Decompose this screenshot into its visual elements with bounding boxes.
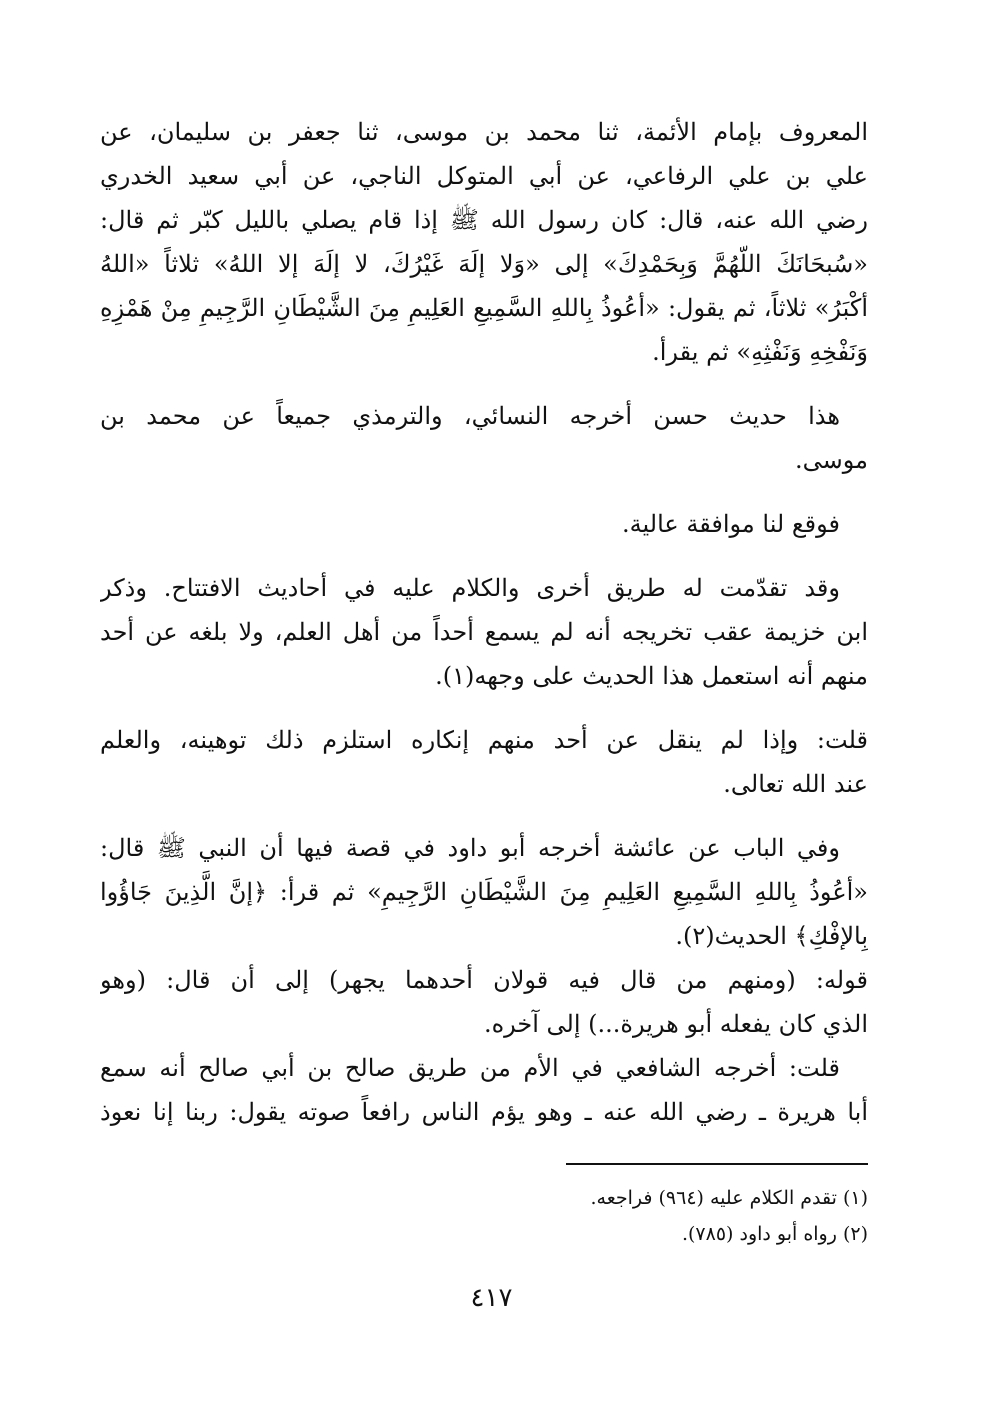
text-line: أكْبَرُ» ثلاثاً، ثم يقول: «أعُوذُ بِاللهِ السَّمِيعِ العَلِيمِ مِنَ الشَّيْطَانِ الرَّجِيمِ مِنْ هَمْزِهِ: [100, 294, 868, 322]
paragraph-gap: [100, 546, 868, 566]
footnotes: [268, 1180, 868, 1252]
text-line: وقد تقدّمت له طريق أخرى والكلام عليه في أحاديث الافتتاح. وذكر: [100, 574, 840, 602]
text-line: موسى.: [795, 446, 868, 474]
paragraph-gap: [100, 698, 868, 718]
text-line: علي بن علي الرفاعي، عن أبي المتوكل الناجي، عن أبي سعيد الخدري: [100, 162, 868, 190]
text-line: المعروف بإمام الأئمة، ثنا محمد بن موسى، ثنا جعفر بن سليمان، عن: [100, 118, 868, 146]
text-line: ابن خزيمة عقب تخريجه أنه لم يسمع أحداً من أهل العلم، ولا بلغه عن أحد: [100, 618, 868, 646]
paragraph-gap: [100, 374, 868, 394]
page-body: [100, 110, 868, 1134]
text-line: الذي كان يفعله أبو هريرة...) إلى آخره.: [483, 1010, 868, 1038]
text-line: قلت: أخرجه الشافعي في الأم من طريق صالح بن أبي صالح أنه سمع: [100, 1054, 840, 1082]
footnote-separator: [566, 1163, 868, 1165]
text-line: هذا حديث حسن أخرجه النسائي، والترمذي جميعاً عن محمد بن: [100, 402, 840, 430]
page-number: ٤١٧: [470, 1283, 513, 1313]
paragraph-gap: [100, 482, 868, 502]
text-line: قوله: (ومنهم من قال فيه قولان أحدهما يجهر) إلى أن قال: (وهو: [100, 966, 868, 994]
text-line: «سُبحَانَكَ اللّهُمَّ وَبِحَمْدِكَ» إلى «وَلا إلَهَ غَيْرُكَ، لا إلَهَ إلا اللهُ» ثلاثاً «اللهُ: [100, 250, 868, 278]
text-line: بِالإفْكِ﴾ الحديث(٢).: [675, 922, 868, 950]
text-line: قلت: وإذا لم ينقل عن أحد منهم إنكاره استلزم ذلك توهينه، والعلم: [100, 726, 868, 754]
text-line: أبا هريرة ـ رضي الله عنه ـ وهو يؤم الناس رافعاً صوته يقول: ربنا إنا نعوذ: [100, 1098, 868, 1126]
text-line: رضي الله عنه، قال: كان رسول الله ﷺ إذا قام يصلي بالليل كبّر ثم قال:: [100, 206, 868, 234]
footnote: (١) تقدم الكلام عليه (٩٦٤) فراجعه.: [590, 1187, 868, 1209]
text-line: منهم أنه استعمل هذا الحديث على وجهه(١).: [435, 662, 868, 690]
text-line: «أعُوذُ بِاللهِ السَّمِيعِ العَلِيمِ مِنَ الشَّيْطَانِ الرَّجِيمِ» ثم قرأ: ﴿إنَّ الَّذِينَ جَاؤُوا: [100, 878, 868, 906]
text-line: عند الله تعالى.: [723, 770, 868, 798]
footnote: (٢) رواه أبو داود (٧٨٥).: [681, 1223, 868, 1245]
text-line: فوقع لنا موافقة عالية.: [622, 510, 840, 538]
text-line: وَنَفْخِهِ وَنَفْثِهِ» ثم يقرأ.: [652, 338, 868, 366]
text-line: وفي الباب عن عائشة أخرجه أبو داود في قصة فيها أن النبي ﷺ قال:: [100, 834, 840, 862]
paragraph-gap: [100, 806, 868, 826]
